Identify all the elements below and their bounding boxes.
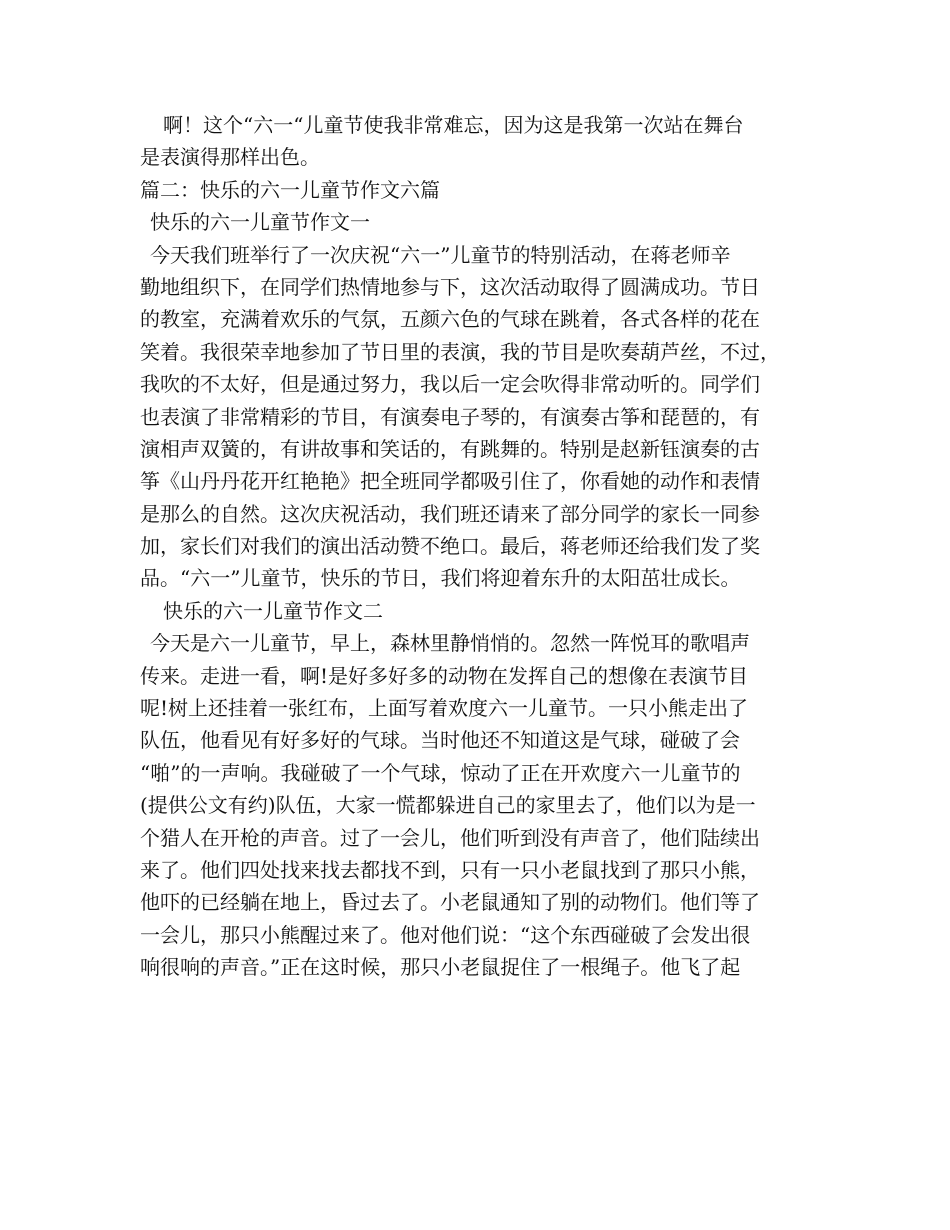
text-line: 传来。走进一看，啊!是好多好多的动物在发挥自己的想像在表演节目 xyxy=(140,663,749,688)
text-line: 一会儿，那只小熊醒过来了。他对他们说：“这个东西碰破了会发出很 xyxy=(140,922,751,947)
subsection-heading: 快乐的六一儿童节作文一 xyxy=(150,210,370,235)
text-line: 今天是六一儿童节，早上，森林里静悄悄的。忽然一阵悦耳的歌唱声 xyxy=(150,631,750,656)
text-line: 今天我们班举行了一次庆祝“六一”儿童节的特别活动，在蒋老师辛 xyxy=(150,242,731,267)
text-line: 呢!树上还挂着一张红布，上面写着欢度六一儿童节。一只小熊走出了 xyxy=(140,696,749,721)
text-line: 演相声双簧的，有讲故事和笑话的，有跳舞的。特别是赵新钰演奏的古 xyxy=(140,436,760,461)
text-line: 筝《山丹丹花开红艳艳》把全班同学都吸引住了，你看她的动作和表情 xyxy=(140,469,760,494)
text-line: 个猎人在开枪的声音。过了一会儿，他们听到没有声音了，他们陆续出 xyxy=(140,825,760,850)
text-line: “啪”的一声响。我碰破了一个气球，惊动了正在开欢度六一儿童节的 xyxy=(140,760,741,785)
text-line: 来了。他们四处找来找去都找不到，只有一只小老鼠找到了那只小熊， xyxy=(140,857,760,882)
subsection-heading: 快乐的六一儿童节作文二 xyxy=(163,598,383,623)
text-line: 我吹的不太好，但是通过努力，我以后一定会吹得非常动听的。同学们 xyxy=(140,372,760,397)
text-line: 的教室，充满着欢乐的气氛，五颜六色的气球在跳着，各式各样的花在 xyxy=(140,307,760,332)
text-line: 是表演得那样出色。 xyxy=(140,145,320,170)
document-body xyxy=(0,109,950,984)
text-line: 响很响的声音。”正在这时候，那只小老鼠捉住了一根绳子。他飞了起 xyxy=(140,955,741,980)
text-line: 是那么的自然。这次庆祝活动，我们班还请来了部分同学的家长一同参 xyxy=(140,501,760,526)
section-heading: 篇二：快乐的六一儿童节作文六篇 xyxy=(140,177,440,202)
text-line: 加，家长们对我们的演出活动赞不绝口。最后，蒋老师还给我们发了奖 xyxy=(140,534,760,559)
text-line: 队伍，他看见有好多好的气球。当时他还不知道这是气球，碰破了会 xyxy=(140,728,740,753)
text-line: 啊！这个“六一“儿童节使我非常难忘，因为这是我第一次站在舞台 xyxy=(163,113,744,137)
text-line: 品。“六一”儿童节，快乐的节日，我们将迎着东升的太阳茁壮成长。 xyxy=(140,566,741,591)
text-line: 笑着。我很荣幸地参加了节日里的表演，我的节目是吹奏葫芦丝，不过， xyxy=(140,339,780,364)
text-line: (提供公文有约)队伍，大家一慌都躲进自己的家里去了，他们以为是一 xyxy=(140,793,756,818)
text-line: 也表演了非常精彩的节目，有演奏电子琴的，有演奏古筝和琵琶的，有 xyxy=(140,404,760,429)
text-line: 勤地组织下，在同学们热情地参与下，这次活动取得了圆满成功。节日 xyxy=(140,274,760,299)
text-line: 他吓的已经躺在地上，昏过去了。小老鼠通知了别的动物们。他们等了 xyxy=(140,890,760,915)
